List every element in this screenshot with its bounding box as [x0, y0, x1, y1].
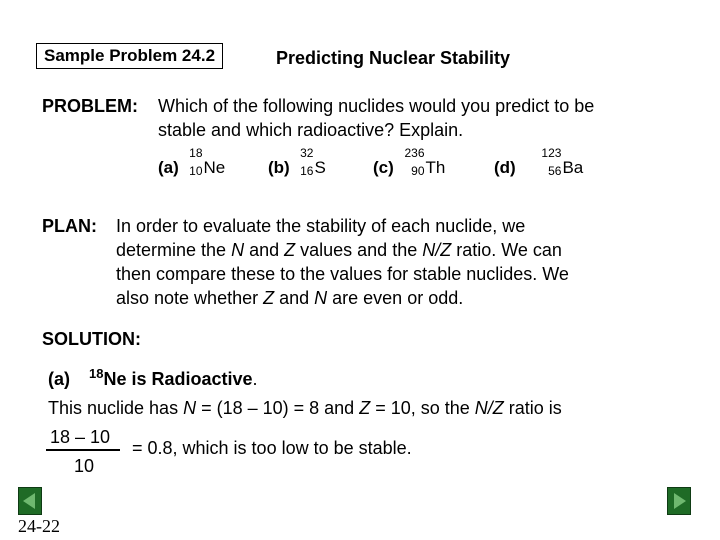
- plan-line-2-part: determine the: [116, 240, 232, 260]
- nuclide-c-atomic: 90: [411, 164, 425, 178]
- solution-line-1-part: = (18 – 10) = 8 and: [196, 398, 360, 418]
- nuclide-a: [158, 146, 226, 178]
- solution-part-a-text: Ne is Radioactive: [103, 369, 253, 389]
- plan-line-4-part: and: [274, 288, 315, 308]
- nuclide-a-atomic: 10: [189, 164, 203, 178]
- solution-N-var: N: [183, 398, 197, 418]
- fraction-numerator: 18 – 10: [50, 427, 111, 447]
- fraction-result: = 0.8, which is too low to be stable.: [132, 438, 412, 458]
- plan-N-var: N: [231, 240, 245, 260]
- triangle-right-icon: [674, 493, 686, 509]
- plan-line-2-part: and: [244, 240, 285, 260]
- nuclide-b-tag: (b): [268, 158, 290, 177]
- plan-line-2-part: values and the: [295, 240, 423, 260]
- solution-label: SOLUTION:: [42, 329, 141, 349]
- plan-Z-var: Z: [284, 240, 296, 260]
- plan-Z-var: Z: [263, 288, 275, 308]
- nuclide-d-symbol-wrap: [541, 146, 584, 178]
- sample-problem-label: Sample Problem 24.2: [44, 46, 216, 65]
- nuclide-a-symbol-wrap: [189, 146, 226, 178]
- plan-line-4-part: also note whether: [116, 288, 264, 308]
- nuclide-d-tag: (d): [494, 158, 516, 177]
- solution-part-a-tag: (a): [48, 369, 70, 389]
- problem-heading: PROBLEM:: [42, 96, 138, 116]
- nuclide-d-atomic: 56: [548, 164, 562, 178]
- solution-part-a-result: [89, 366, 253, 389]
- nuclide-a-symbol: Ne: [203, 158, 226, 177]
- plan-N-var: N: [314, 288, 328, 308]
- problem-label: [42, 96, 138, 117]
- solution-part-a-mass: 18: [89, 366, 104, 381]
- nuclide-d-symbol: Ba: [562, 158, 584, 177]
- nuclide-b-symbol-wrap: [300, 146, 326, 178]
- nuclide-b-mass: 32: [300, 146, 314, 160]
- nuclide-a-mass: 18: [189, 146, 203, 160]
- nuclide-c-mass: 236: [404, 146, 425, 160]
- nuclide-b-atomic: 16: [300, 164, 314, 178]
- plan-line-4: [116, 288, 463, 309]
- triangle-left-icon: [23, 493, 35, 509]
- page-title: Predicting Nuclear Stability: [276, 48, 511, 68]
- solution-NZ-var: N/Z: [474, 398, 504, 418]
- fraction-denominator: 10: [74, 456, 95, 476]
- solution-line-1-part: This nuclide has: [48, 398, 184, 418]
- solution-line-1-part: = 10, so the: [370, 398, 475, 418]
- problem-line-2: stable and which radioactive? Explain.: [158, 120, 464, 140]
- problem-line-1: Which of the following nuclides would you predict to be: [158, 96, 595, 116]
- plan-NZ-var: N/Z: [422, 240, 452, 260]
- nuclide-c: [373, 146, 446, 178]
- solution-line-1-part: ratio is: [503, 398, 562, 418]
- page-number: 24-22: [18, 516, 60, 536]
- plan-line-3: then compare these to the values for stable nuclides. We: [116, 264, 569, 284]
- solution-Z-var: Z: [359, 398, 371, 418]
- plan-line-2: [116, 240, 562, 261]
- nuclide-a-tag: (a): [158, 158, 179, 177]
- nuclide-c-tag: (c): [373, 158, 394, 177]
- plan-line-1: In order to evaluate the stability of each nuclide, we: [116, 216, 526, 236]
- nuclide-b: [268, 146, 326, 178]
- nuclide-d: [494, 146, 584, 178]
- prev-slide-button[interactable]: [18, 487, 42, 515]
- nuclide-b-symbol: S: [314, 158, 326, 177]
- sample-problem-box: [36, 43, 223, 69]
- nuclide-c-symbol: Th: [425, 158, 446, 177]
- solution-part-a: [48, 366, 258, 390]
- fraction-bar: [46, 449, 120, 451]
- plan-line-2-part: ratio. We can: [451, 240, 562, 260]
- solution-line-1: [48, 398, 562, 419]
- plan-label: PLAN:: [42, 216, 97, 236]
- plan-heading: [42, 216, 97, 237]
- next-slide-button[interactable]: [667, 487, 691, 515]
- nuclide-c-symbol-wrap: [404, 146, 446, 178]
- solution-part-a-period: .: [252, 369, 258, 389]
- plan-line-4-part: are even or odd.: [327, 288, 464, 308]
- nuclide-d-mass: 123: [541, 146, 562, 160]
